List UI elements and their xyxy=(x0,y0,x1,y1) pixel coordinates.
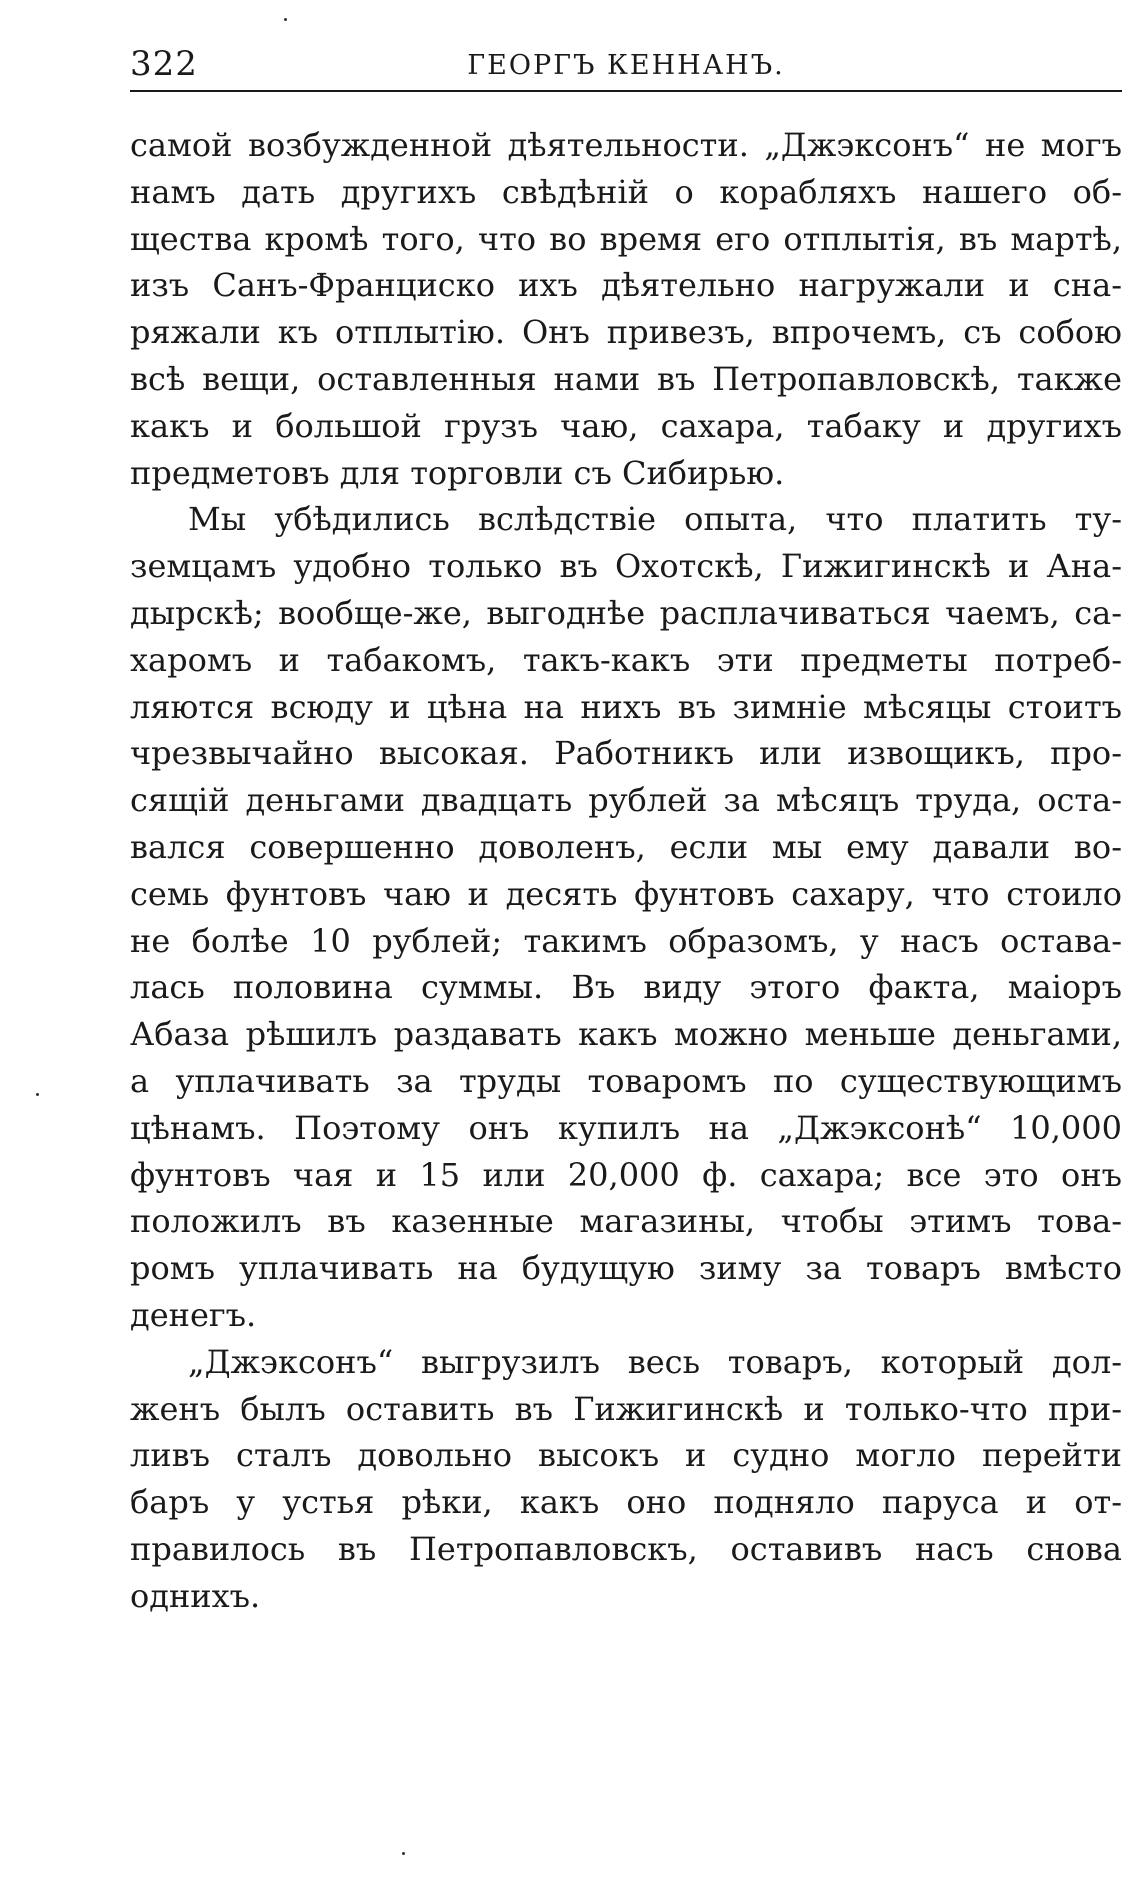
page-header xyxy=(130,38,1122,90)
text-line: дырскѣ; вообще-же, выгоднѣе расплачиваться чаемъ, са- xyxy=(130,593,1122,632)
text-line: однихъ. xyxy=(130,1576,261,1615)
text-line: баръ у устья рѣки, какъ оно подняло паруса и от- xyxy=(130,1483,1122,1522)
text-line: самой возбужденной дѣятельности. „Джэксонъ“ не могъ xyxy=(130,126,1122,164)
print-speck xyxy=(36,1093,39,1096)
text-line: всѣ вещи, оставленныя нами въ Петропавловскѣ, также xyxy=(130,359,1122,398)
text-line: денегъ. xyxy=(130,1295,257,1334)
text-line: ромъ уплачивать на будущую зиму за товаръ вмѣсто xyxy=(130,1249,1122,1288)
text-line: фунтовъ чая и 15 или 20,000 ф. сахара; все это онъ xyxy=(130,1155,1122,1194)
text-line: цѣнамъ. Поэтому онъ купилъ на „Джэксонѣ“ 10,000 xyxy=(130,1108,1122,1147)
text-line: вался совершенно доволенъ, если мы ему давали во- xyxy=(130,827,1122,866)
text-line: ляются всюду и цѣна на нихъ въ зимніе мѣсяцы стоитъ xyxy=(130,687,1122,726)
text-line: а уплачивать за труды товаромъ по существующимъ xyxy=(130,1061,1122,1100)
text-line: чрезвычайно высокая. Работникъ или извощикъ, про- xyxy=(130,734,1122,773)
running-title: ГЕОРГЪ КЕННАНЪ. xyxy=(467,50,785,81)
text-line: предметовъ для торговли съ Сибирью. xyxy=(130,453,785,492)
text-line: намъ дать другихъ свѣдѣній о корабляхъ нашего об- xyxy=(130,172,1122,211)
text-line: женъ былъ оставить въ Гижигинскѣ и только-что при- xyxy=(130,1389,1122,1428)
text-line: земцамъ удобно только въ Охотскѣ, Гижигинскѣ и Ана- xyxy=(130,547,1122,586)
text-line: семь фунтовъ чаю и десять фунтовъ сахару, что стоило xyxy=(130,874,1122,913)
print-speck xyxy=(402,1852,405,1855)
text-line: харомъ и табакомъ, такъ-какъ эти предметы потреб- xyxy=(130,640,1122,679)
page-number: 322 xyxy=(130,44,198,84)
paragraph-2 xyxy=(130,496,1122,1338)
text-line: положилъ въ казенные магазины, чтобы этимъ това- xyxy=(130,1202,1122,1241)
text-line: изъ Санъ-Франциско ихъ дѣятельно нагружали и сна- xyxy=(130,266,1122,305)
text-line: правилось въ Петропавловскъ, оставивъ насъ снова xyxy=(130,1529,1122,1568)
text-line: Абаза рѣшилъ раздавать какъ можно меньше деньгами, xyxy=(130,1015,1122,1054)
body-text xyxy=(130,122,1122,1620)
header-rule xyxy=(130,90,1122,92)
text-line: ливъ сталъ довольно высокъ и судно могло перейти xyxy=(130,1436,1122,1475)
text-line: ряжали къ отплытію. Онъ привезъ, впрочемъ, съ собою xyxy=(130,313,1122,352)
text-line: щества кромѣ того, что во время его отплытія, въ мартѣ, xyxy=(130,219,1122,258)
text-line: не болѣе 10 рублей; такимъ образомъ, у насъ остава- xyxy=(130,921,1122,960)
text-line: Мы убѣдились вслѣдствіе опыта, что платить ту- xyxy=(188,500,1122,539)
text-line: сящій деньгами двадцать рублей за мѣсяцъ труда, оста- xyxy=(130,781,1122,820)
text-line: „Джэксонъ“ выгрузилъ весь товаръ, который дол- xyxy=(188,1342,1122,1381)
print-speck xyxy=(284,18,287,21)
text-line: какъ и большой грузъ чаю, сахара, табаку и другихъ xyxy=(130,406,1122,445)
paragraph-3 xyxy=(130,1339,1122,1620)
paragraph-1 xyxy=(130,122,1122,496)
text-line: лась половина суммы. Въ виду этого факта, маіоръ xyxy=(130,968,1122,1007)
